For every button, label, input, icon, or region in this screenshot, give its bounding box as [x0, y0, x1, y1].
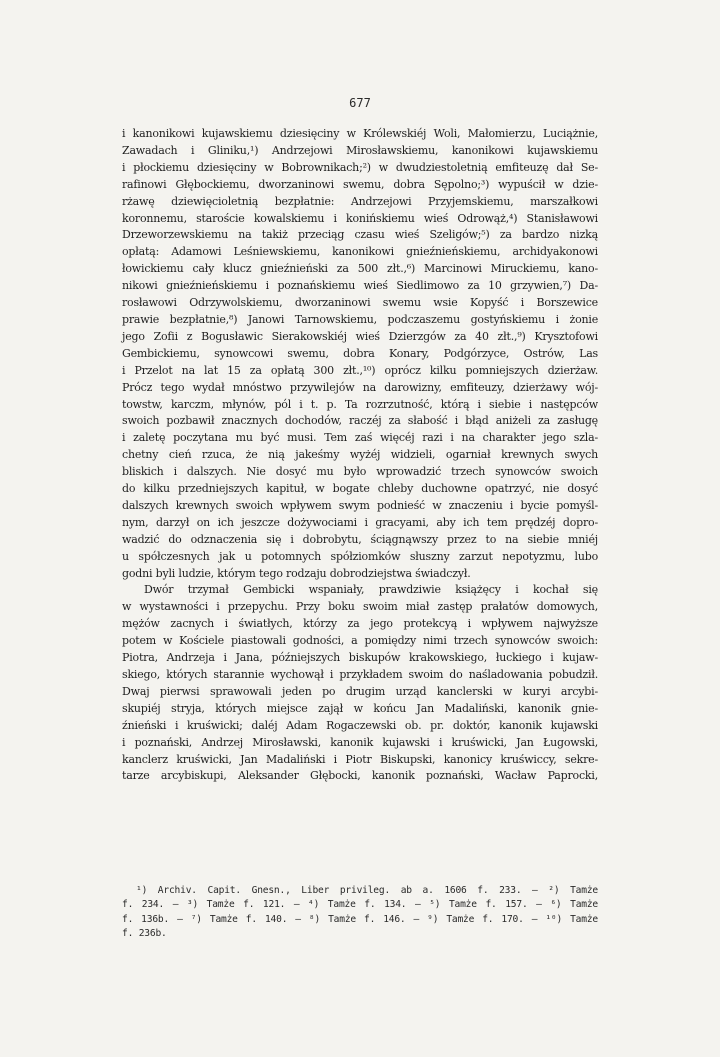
- text-line: skupiéj stryja, których miejsce zajął w końcu Jan Madaliński, kanonik gnie-: [122, 701, 598, 715]
- text-line: Gembickiemu, synowcowi swemu, dobra Konary, Podgórzyce, Ostrów, Las: [122, 346, 598, 360]
- text-line: u spółczesnych jak u potomnych spółziomków słuszny zarzut nepotyzmu, lubo: [122, 549, 598, 563]
- footnote-line: f. 234. — ³) Tamże f. 121. — ⁴) Tamże f. 134. — ⁵) Tamże f. 157. — ⁶) Tamże: [122, 899, 598, 911]
- footnotes: [122, 884, 598, 942]
- text-line: Piotra, Andrzeja i Jana, późniejszych biskupów krakowskiego, łuckiego i kujaw-: [122, 651, 598, 665]
- text-line: nym, darzył on ich jeszcze dożywociami i gracyami, aby ich tem prędzéj dopro-: [122, 515, 598, 529]
- text-line: łowickiemu cały klucz gnieźnieński za 500 złt.,⁶) Marcinowi Miruckiemu, kano-: [122, 262, 598, 276]
- text-line: Drzeworzewskiemu na takiż przeciąg czasu wieś Szeligów;⁵) za bardzo nizką: [122, 228, 598, 242]
- text-line: i płockiemu dziesięciny w Bobrownikach;²) w dwudziestoletnią emfiteuzę dał Se-: [122, 160, 598, 174]
- text-line: Prócz tego wydał mnóstwo przywilejów na darowizny, emfiteuzy, dzierżawy wój-: [122, 380, 598, 394]
- text-line: rafinowi Głębockiemu, dworzaninowi swemu, dobra Sępolno;³) wypuścił w dzie-: [122, 177, 598, 191]
- body-text: [122, 126, 598, 785]
- text-line: skiego, których starannie wychowął i przykładem swoim do naśladowania pobudził.: [122, 668, 598, 681]
- text-line: i kanonikowi kujawskiemu dziesięciny w Królewskiéj Woli, Małomierzu, Luciążnie,: [122, 127, 598, 140]
- text-line: chetny cień rzuca, że nią jakeśmy wyżéj widzieli, ogarniał krewnych swych: [122, 448, 598, 462]
- footnote-line: ¹) Archiv. Capit. Gnesn., Liber privileg. ab a. 1606 f. 233. — ²) Tamże: [136, 885, 598, 896]
- text-line: opłatą: Adamowi Leśniewskiemu, kanonikowi gnieźnieńskiemu, archidyakonowi: [122, 245, 598, 259]
- text-line: mężów zacnych i światłych, którzy za jego protekcyą i wpływem najwyższe: [122, 617, 598, 631]
- text-line: tarze arcybiskupi, Aleksander Głębocki, kanonik poznański, Wacław Paprocki,: [122, 769, 598, 783]
- text-line: kanclerz kruświcki, Jan Madaliński i Piotr Biskupski, kanonicy kruświccy, sekre-: [122, 752, 598, 766]
- text-line: źnieński i kruświcki; daléj Adam Rogaczewski ob. pr. doktór, kanonik kujawski: [122, 718, 598, 732]
- text-line: i zaletę poczytana mu być musi. Tem zaś więcéj razi i na charakter jego szla-: [122, 431, 598, 445]
- text-line: Dwaj pierwsi sprawowali jeden po drugim urząd kanclerski w kuryi arcybi-: [122, 684, 598, 698]
- text-line: godni byli ludzie, którym tego rodzaju dobrodziejstwa świadczył.: [122, 566, 471, 580]
- text-line: i Przelot na lat 15 za opłatą 300 złt.,¹⁰) oprócz kilku pomniejszych dzierżaw.: [122, 363, 598, 377]
- text-line: bliskich i dalszych. Nie dosyć mu było wprowadzić trzech synowców swoich: [122, 465, 598, 479]
- text-line: Zawadach i Gliniku,¹) Andrzejowi Mirosławskiemu, kanonikowi kujawskiemu: [122, 143, 598, 157]
- page-number: 677: [349, 96, 371, 110]
- text-line: rosławowi Odrzywolskiemu, dworzaninowi swemu wsie Kopyść i Borszewice: [122, 296, 598, 310]
- text-line: jego Zofii z Bogusławic Sierakowskiéj wieś Dzierzgów za 40 złt.,⁹) Krysztofowi: [122, 329, 598, 343]
- text-line: nikowi gnieźnieńskiemu i poznańskiemu wieś Siedlimowo za 10 grzywien,⁷) Da-: [122, 279, 598, 293]
- text-line: do kilku przedniejszych kapituł, w bogate chleby duchowne opatrzyć, nie dosyć: [122, 482, 598, 496]
- text-line: potem w Kościele piastowali godności, a pomiędzy nimi trzech synowców swoich:: [122, 634, 598, 648]
- text-line: towstw, karczm, młynów, pól i t. p. Ta rozrzutność, którą i siebie i następców: [122, 397, 598, 411]
- text-line: w wystawności i przepychu. Przy boku swoim miał zastęp prałatów domowych,: [122, 600, 598, 614]
- text-line: rżawę dziewięcioletnią bezpłatnie: Andrzejowi Przyjemskiemu, marszałkowi: [122, 194, 598, 208]
- text-line: swoich pozbawił znacznych dochodów, raczéj za słabość i błąd aniżeli za zasługę: [122, 414, 598, 428]
- text-line: dalszych krewnych swoich wpływem swym podnieść w znaczeniu i bycie pomyśl-: [122, 498, 598, 512]
- footnote-line: f. 236b.: [122, 928, 167, 940]
- text-line: Dwór trzymał Gembicki wspaniały, prawdziwie książęcy i kochał się: [144, 583, 598, 597]
- text-line: i poznański, Andrzej Mirosławski, kanonik kujawski i kruświcki, Jan Ługowski,: [122, 735, 598, 749]
- text-line: prawie bezpłatnie,⁸) Janowi Tarnowskiemu, podczaszemu gostyńskiemu i żonie: [122, 312, 598, 326]
- text-line: koronnemu, staroście kowalskiemu i konińskiemu wieś Odrowąż,⁴) Stanisławowi: [122, 211, 598, 225]
- text-line: wadzić do odznaczenia się i dobrobytu, ściągnąwszy przez to na siebie mniéj: [122, 532, 598, 546]
- footnote-line: f. 136b. — ⁷) Tamże f. 140. — ⁸) Tamże f. 146. — ⁹) Tamże f. 170. — ¹⁰) Tamże: [122, 913, 598, 925]
